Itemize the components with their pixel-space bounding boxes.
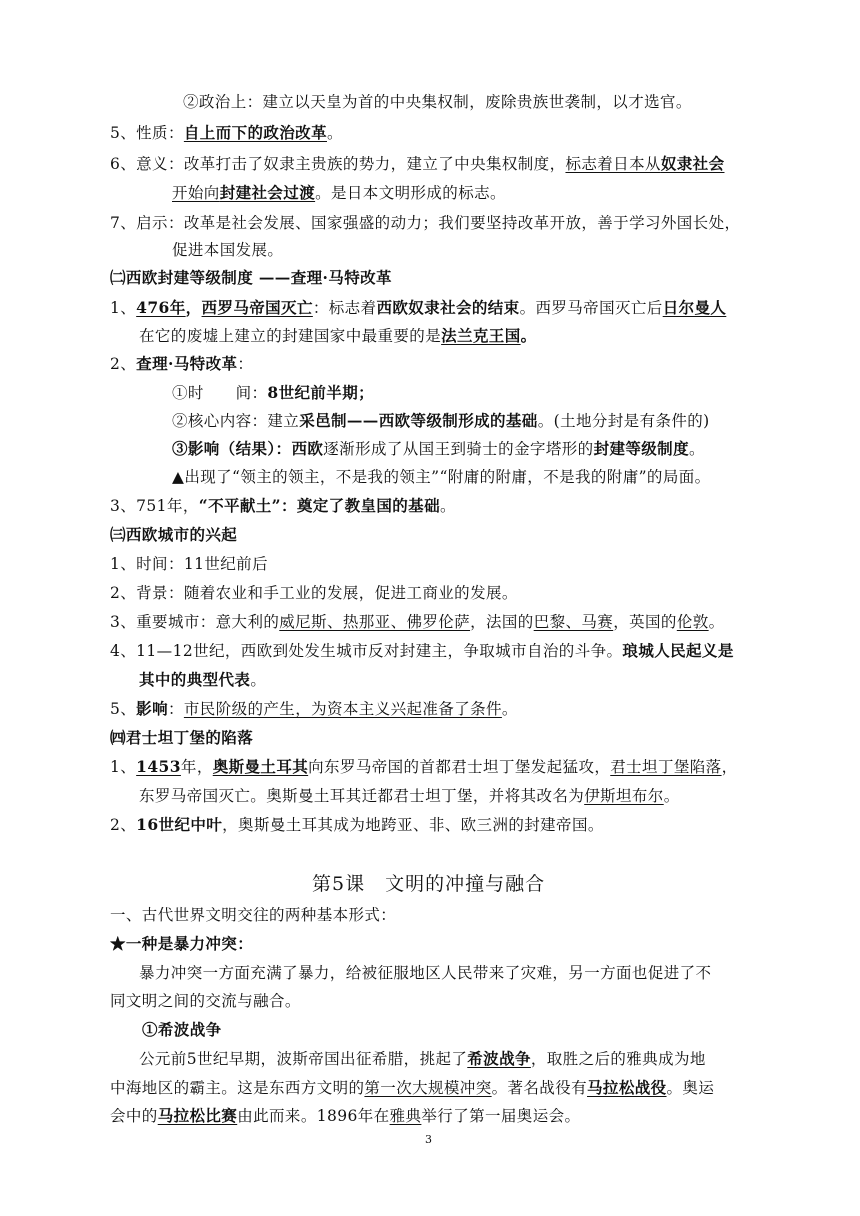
text-line: [139, 326, 537, 346]
text-segment: 举行了第一届奥运会。: [421, 1107, 581, 1125]
text-line: [110, 612, 725, 632]
text-segment: ▲出现了“领主的领主，不是我的领主”“附庸的附庸，不是我的附庸”的局面。: [172, 468, 711, 486]
page-number: 3: [425, 1133, 433, 1146]
text-segment: 。: [688, 440, 705, 458]
text-segment: 同文明之间的交流与融合。: [110, 992, 301, 1010]
text-line: [110, 583, 518, 603]
text-line: [110, 554, 268, 574]
text-segment: ，: [721, 758, 738, 776]
text-line: [139, 670, 266, 690]
text-segment: 由此而来。1896年在: [237, 1107, 390, 1125]
text-segment: ：: [237, 355, 254, 373]
text-segment: 1、时间：11世纪前后: [110, 555, 268, 573]
text-segment: 日尔曼人: [662, 298, 727, 317]
text-segment: 西罗马帝国灭亡: [201, 298, 313, 317]
text-segment: 公元前5世纪早期，波斯帝国出征希腊，挑起了: [139, 1050, 468, 1068]
text-segment: 。著名战役有: [491, 1079, 588, 1097]
text-segment: 法兰克王国: [441, 326, 521, 345]
text-segment: 会中的: [110, 1107, 158, 1125]
text-line: [110, 815, 604, 835]
text-segment: 6、意义：改革打击了奴隶主贵族的势力，建立了中央集权制度，: [110, 155, 566, 173]
text-segment: 采邑制——西欧等级制形成的基础: [299, 411, 538, 430]
text-segment: 3、重要城市：意大利的: [110, 613, 280, 631]
text-segment: 。: [520, 326, 537, 345]
text-line: [172, 467, 711, 487]
text-segment: 。: [326, 124, 343, 142]
text-segment: 东罗马帝国灭亡。奥斯曼土耳其迁都君士坦丁堡，并将其改名为: [139, 787, 585, 805]
text-segment: 3、751年，: [110, 497, 199, 515]
text-segment: 中海地区的霸主。这是东西方文明的: [110, 1079, 365, 1097]
text-segment: 逐渐形成了从国王到骑士的金字塔形的: [323, 440, 594, 458]
text-segment: 在它的废墟上建立的封建国家中最重要的是: [139, 327, 442, 345]
text-segment: 暴力冲突：: [173, 934, 254, 953]
text-segment: 8世纪前半期；: [267, 383, 374, 402]
text-segment: ，英国的: [613, 613, 677, 631]
text-segment: 奴隶社会: [660, 154, 725, 173]
text-segment: 琅城人民起义是: [622, 641, 734, 660]
text-segment: 。是日本文明形成的标志。: [315, 184, 506, 202]
text-segment: ，取胜之后的雅典成为地: [530, 1050, 706, 1068]
text-line: [110, 213, 740, 233]
text-line: [172, 439, 705, 459]
text-segment: 年，: [180, 758, 213, 776]
lesson-title: [312, 874, 545, 894]
text-line: [139, 786, 680, 806]
text-line: [172, 411, 710, 431]
text-segment: ★一种是: [110, 934, 174, 953]
text-line: [142, 1020, 222, 1040]
text-segment: 马拉松战役: [587, 1078, 667, 1097]
text-segment: 。: [663, 787, 680, 805]
text-segment: 第一次大规模冲突: [364, 1079, 492, 1097]
text-segment: ：: [167, 700, 184, 718]
text-segment: ，: [185, 298, 202, 317]
text-line: [110, 934, 253, 954]
text-segment: 伦敦: [676, 613, 709, 631]
text-segment: 君士坦丁堡陷落: [610, 758, 722, 776]
text-segment: 。: [439, 497, 456, 515]
text-segment: 封建社会过渡: [219, 183, 316, 202]
text-segment: 16世纪中叶: [136, 815, 223, 834]
text-segment: ②政治上：建立以天皇为首的中央集权制，废除贵族世袭制，以才选官。: [183, 93, 692, 111]
text-segment: 奥斯曼土耳其: [212, 757, 309, 776]
text-line: [139, 1049, 706, 1069]
text-line: [110, 991, 301, 1011]
text-line: [110, 1078, 714, 1098]
text-line: [183, 92, 692, 112]
text-line: [110, 154, 724, 174]
text-line: [110, 641, 734, 661]
text-line: [110, 268, 392, 288]
text-segment: ：标志着: [312, 299, 377, 317]
text-segment: 2、: [110, 816, 137, 834]
text-line: [110, 298, 726, 318]
text-segment: 标志着日本从: [565, 155, 661, 173]
text-segment: ②核心内容：建立: [172, 412, 300, 430]
text-segment: ㈢西欧城市的兴起: [110, 525, 238, 544]
text-line: [172, 183, 506, 203]
text-segment: 。: [250, 671, 267, 689]
text-segment: 一、古代世界文明交往的两种基本形式：: [110, 906, 397, 924]
text-line: [110, 525, 237, 545]
text-segment: 第5课 文明的冲撞与融合: [312, 873, 546, 895]
text-segment: 5、: [110, 700, 137, 718]
text-segment: 暴力冲突一方面充满了暴力，给被征服地区人民带来了灾难，另一方面也促进了不: [139, 964, 712, 982]
text-segment: 伊斯坦布尔: [584, 787, 664, 805]
text-segment: 1、: [110, 299, 137, 317]
text-segment: 希波战争: [467, 1049, 531, 1068]
text-segment: 。: [501, 700, 518, 718]
text-segment: 促进本国发展。: [172, 241, 284, 259]
text-line: [110, 757, 737, 777]
text-segment: 1、: [110, 758, 137, 776]
text-line: [110, 354, 253, 374]
text-segment: 7、启示：改革是社会发展、国家强盛的动力；我们要坚持改革开放，善于学习外国长处，: [110, 214, 741, 232]
text-segment: 4、11—12世纪，西欧到处发生城市反对封建主，争取城市自治的斗争。: [110, 642, 623, 660]
text-segment: 影响: [136, 699, 168, 718]
text-segment: 476年: [136, 298, 186, 317]
text-segment: “不平献土”：奠定了教皇国的基础: [198, 496, 440, 515]
text-segment: 马拉松比赛: [157, 1106, 238, 1125]
text-segment: ㈡西欧封建等级制度 ——查理·马特改革: [110, 268, 392, 287]
text-segment: 。(土地分封是有条件的): [537, 412, 710, 430]
text-segment: 。西罗马帝国灭亡后: [519, 299, 663, 317]
text-segment: 查理·马特改革: [136, 354, 238, 373]
text-segment: 开始向: [172, 184, 220, 202]
text-segment: 封建等级制度: [593, 439, 689, 458]
text-segment: 自上而下的政治改革: [183, 123, 327, 142]
text-segment: 威尼斯、热那亚、佛罗伦萨: [279, 613, 471, 631]
text-segment: ，法国的: [470, 613, 534, 631]
text-segment: 。奥运: [666, 1079, 715, 1097]
text-segment: 5、性质：: [110, 124, 184, 142]
text-line: [110, 496, 456, 516]
text-segment: 西欧: [291, 439, 324, 458]
text-segment: 。: [708, 613, 725, 631]
text-segment: ㈣君士坦丁堡的陷落: [110, 728, 254, 747]
text-line: [172, 383, 374, 403]
text-segment: 市民阶级的产生，为资本主义兴起准备了条件: [183, 700, 502, 718]
text-segment: 其中的典型代表: [139, 670, 251, 689]
text-segment: ①希波战争: [142, 1020, 222, 1039]
text-line: [110, 699, 518, 719]
text-line: [110, 1106, 580, 1126]
text-line: [139, 963, 711, 983]
text-segment: ，奥斯曼土耳其成为地跨亚、非、欧三洲的封建帝国。: [222, 816, 604, 834]
text-segment: 雅典: [389, 1107, 422, 1125]
text-segment: 西欧奴隶社会的结束: [376, 298, 520, 317]
text-segment: 2、背景：随着农业和手工业的发展，促进工商业的发展。: [110, 584, 518, 602]
text-segment: ③影响（结果）：: [172, 439, 292, 458]
text-segment: ①时 间：: [172, 384, 268, 402]
text-segment: 向东罗马帝国的首都君士坦丁堡发起猛攻，: [308, 758, 611, 776]
text-segment: 1453: [136, 757, 181, 776]
text-line: [172, 240, 283, 260]
text-line: [110, 728, 253, 748]
text-segment: 2、: [110, 355, 137, 373]
text-line: [110, 123, 343, 143]
text-line: [110, 905, 396, 925]
text-segment: 巴黎、马赛: [533, 613, 614, 631]
